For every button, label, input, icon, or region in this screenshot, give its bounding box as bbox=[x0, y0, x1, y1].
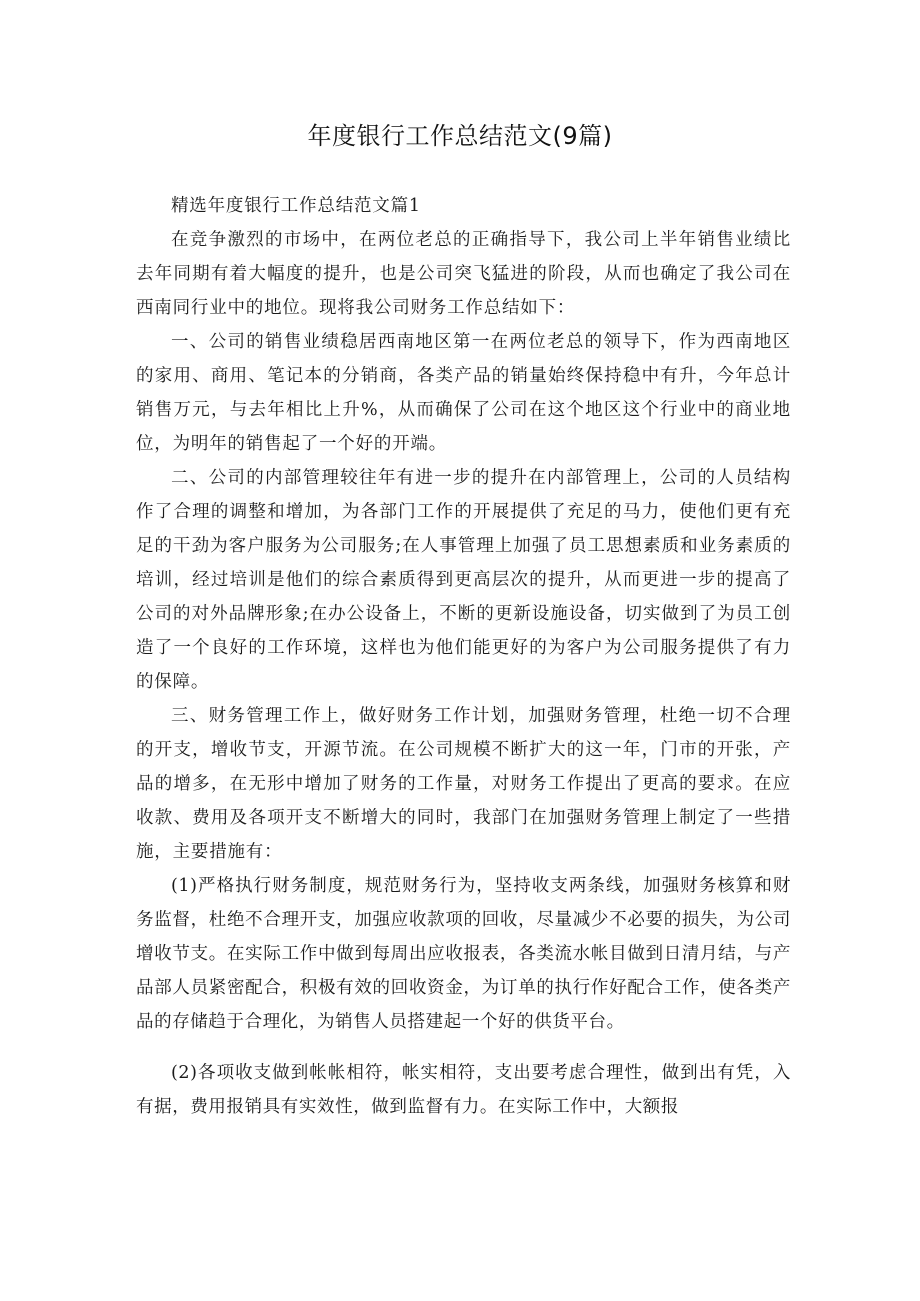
point-one-paragraph: 一、公司的销售业绩稳居西南地区第一在两位老总的领导下，作为西南地区的家用、商用、笔记本的分销商，各类产品的销量始终保持稳中有升，今年总计销售万元，与去年相比上升%，从而确保了公司在这个地区这个行业中的商业地位，为明年的销售起了一个好的开端。 bbox=[136, 332, 791, 454]
measure-two-paragraph: (2)各项收支做到帐帐相符，帐实相符，支出要考虑合理性，做到出有凭，入有据，费用报销具有实效性，做到监督有力。在实际工作中，大额报 bbox=[136, 1063, 791, 1117]
point-two-paragraph: 二、公司的内部管理较往年有进一步的提升在内部管理上，公司的人员结构作了合理的调整和增加，为各部门工作的开展提供了充足的马力，使他们更有充足的干劲为客户服务为公司服务;在人事管理上加强了员工思想素质和业务素质的培训，经过培训是他们的综合素质得到更高层次的提升，从而更进一步的提高了公司的对外品牌形象;在办公设备上，不断的更新设施设备，切实做到了为员工创造了一个良好的工作环境，这样也为他们能更好的为客户为公司服务提供了有力的保障。 bbox=[136, 468, 791, 692]
intro-paragraph: 在竞争激烈的市场中，在两位老总的正确指导下，我公司上半年销售业绩比去年同期有着大幅度的提升，也是公司突飞猛进的阶段，从而也确定了我公司在西南同行业中的地位。现将我公司财务工作总结如下： bbox=[136, 230, 791, 318]
document-body bbox=[136, 189, 791, 1124]
point-three-paragraph: 三、财务管理工作上，做好财务工作计划，加强财务管理，杜绝一切不合理的开支，增收节支，开源节流。在公司规模不断扩大的这一年，门市的开张，产品的增多，在无形中增加了财务的工作量，对财务工作提出了更高的要求。在应收款、费用及各项开支不断增大的同时，我部门在加强财务管理上制定了一些措施，主要措施有： bbox=[136, 706, 791, 862]
section-heading: 精选年度银行工作总结范文篇1 bbox=[171, 196, 421, 216]
document-title: 年度银行工作总结范文(9篇) bbox=[307, 122, 613, 150]
measure-one-paragraph: (1)严格执行财务制度，规范财务行为，坚持收支两条线，加强财务核算和财务监督，杜绝不合理开支，加强应收款项的回收，尽量减少不必要的损失，为公司增收节支。在实际工作中做到每周出应收报表，各类流水帐目做到日清月结，与产品部人员紧密配合，积极有效的回收资金，为订单的执行作好配合工作，使各类产品的存储趋于合理化，为销售人员搭建起一个好的供货平台。 bbox=[136, 876, 791, 1032]
